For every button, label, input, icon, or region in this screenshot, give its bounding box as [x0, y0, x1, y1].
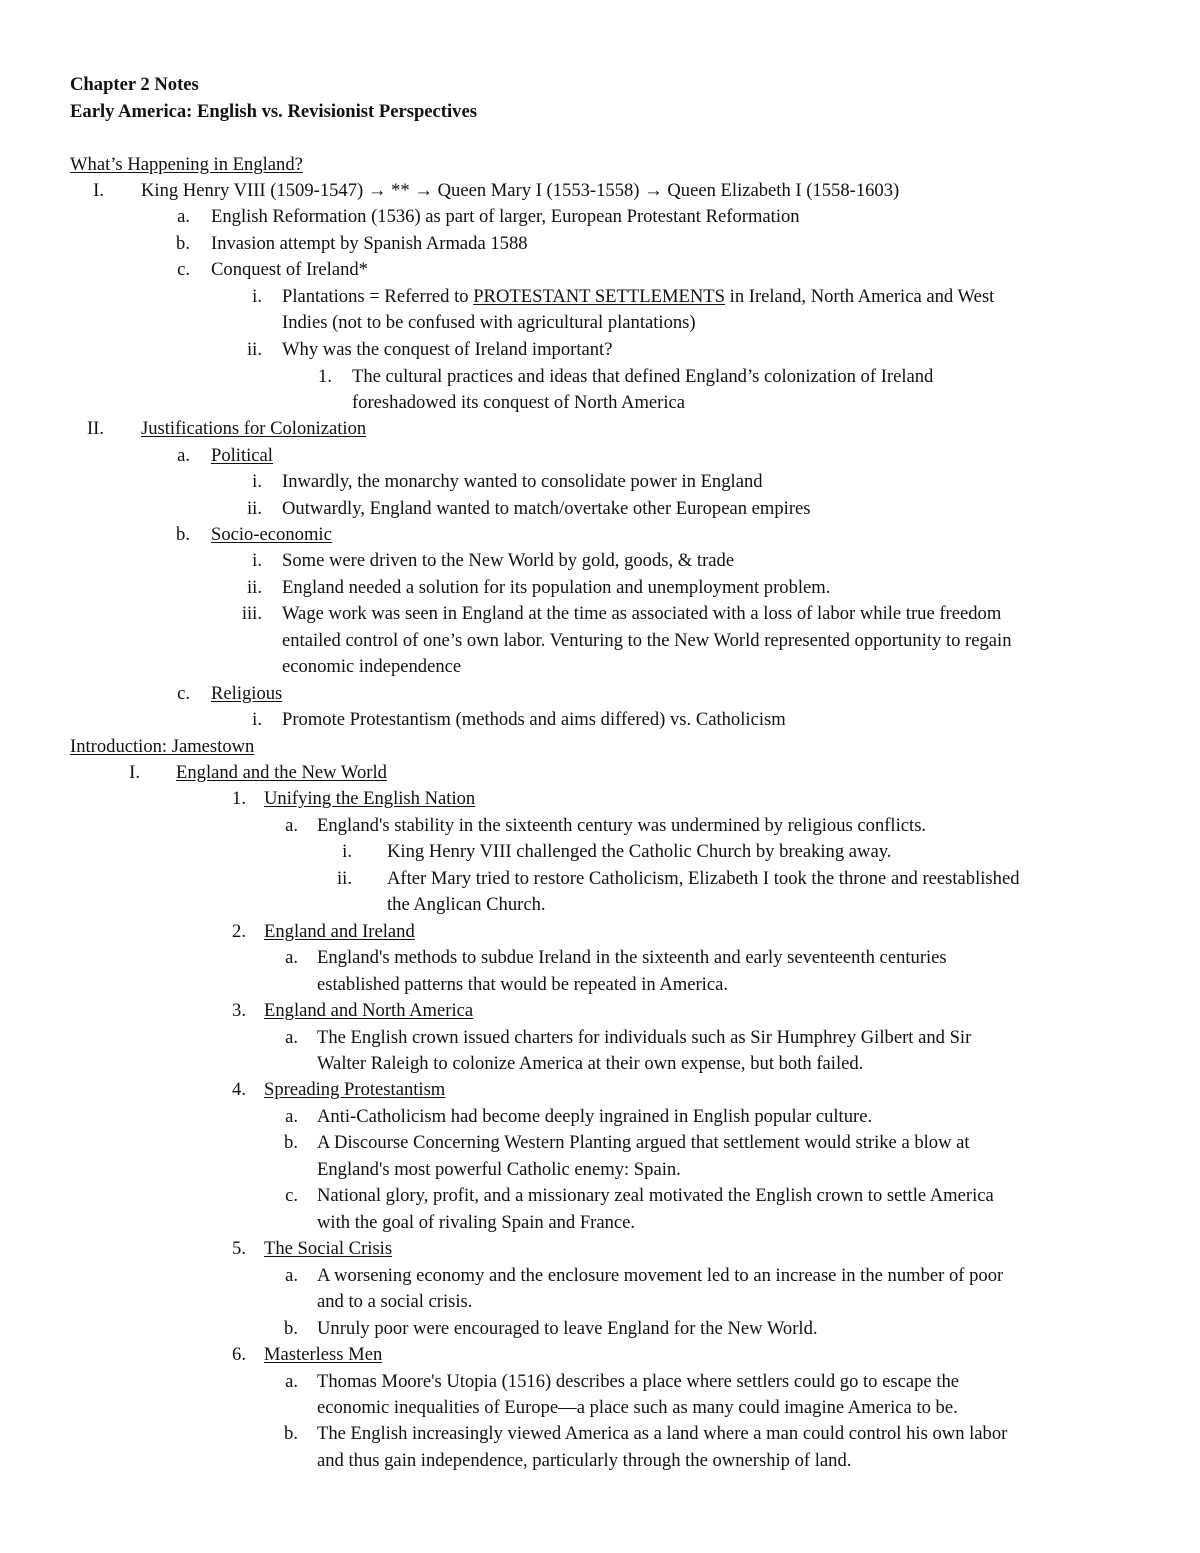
- outline-text: [264, 1236, 392, 1262]
- outline-marker: I.: [93, 180, 104, 201]
- outline-text-part: Religious: [211, 683, 283, 704]
- outline-text: foreshadowed its conquest of North America: [352, 392, 686, 413]
- outline-marker: b.: [284, 1318, 298, 1339]
- outline-text: Walter Raleigh to colonize America at their own expense, but both failed.: [317, 1053, 864, 1074]
- outline-text: the Anglican Church.: [387, 894, 546, 915]
- outline-marker: 5.: [232, 1238, 246, 1259]
- outline-text-part: England and North America: [264, 1000, 474, 1021]
- outline-marker: 6.: [232, 1344, 246, 1365]
- outline-text: National glory, profit, and a missionary zeal motivated the English crown to settle America: [317, 1185, 994, 1206]
- outline-marker: i.: [252, 709, 262, 730]
- outline-text: [211, 522, 332, 548]
- outline-text: Outwardly, England wanted to match/overtake other European empires: [282, 498, 811, 519]
- outline-text: Invasion attempt by Spanish Armada 1588: [211, 233, 528, 254]
- outline-text-part: Justifications for Colonization: [141, 418, 367, 439]
- outline-line: [0, 1051, 1200, 1077]
- outline-line: [0, 1369, 1200, 1395]
- outline-marker: c.: [285, 1185, 298, 1206]
- outline-text: Indies (not to be confused with agricultural plantations): [282, 312, 696, 333]
- outline-line: [0, 1289, 1200, 1315]
- outline-text: [70, 734, 254, 760]
- outline-line: [0, 707, 1200, 733]
- outline-text: The cultural practices and ideas that defined England’s colonization of Ireland: [352, 366, 934, 387]
- outline-line: [0, 257, 1200, 283]
- outline-text-part: Socio-economic: [211, 524, 332, 545]
- outline-line: [0, 1395, 1200, 1421]
- outline-line: [0, 575, 1200, 601]
- outline-line: [0, 760, 1200, 786]
- outline-marker: a.: [285, 1371, 298, 1392]
- outline-text: and to a social crisis.: [317, 1291, 473, 1312]
- outline-line: [0, 1448, 1200, 1474]
- outline-line: [0, 1157, 1200, 1183]
- outline-marker: b.: [284, 1423, 298, 1444]
- outline-text: [264, 919, 415, 945]
- outline-line: [0, 337, 1200, 363]
- outline-line: [0, 1263, 1200, 1289]
- outline-marker: 2.: [232, 921, 246, 942]
- outline-text: economic independence: [282, 656, 462, 677]
- outline-line: [0, 1316, 1200, 1342]
- outline-text: England's most powerful Catholic enemy: Spain.: [317, 1159, 681, 1180]
- outline-line: [0, 496, 1200, 522]
- outline-text: established patterns that would be repeated in America.: [317, 974, 728, 995]
- outline-line: [0, 1210, 1200, 1236]
- outline-text-part: PROTESTANT SETTLEMENTS: [473, 286, 725, 307]
- outline-line: [0, 972, 1200, 998]
- outline-line: [0, 945, 1200, 971]
- outline-line: [0, 1130, 1200, 1156]
- outline-marker: a.: [285, 1106, 298, 1127]
- outline-text: [211, 681, 282, 707]
- outline-text: [176, 760, 387, 786]
- outline-text: England's stability in the sixteenth century was undermined by religious conflicts.: [317, 815, 927, 836]
- outline-text-part: England and Ireland: [264, 921, 415, 942]
- outline-line: [0, 469, 1200, 495]
- outline-text: [264, 1077, 445, 1103]
- outline-text: England's methods to subdue Ireland in the sixteenth and early seventeenth centuries: [317, 947, 947, 968]
- outline-line: [0, 601, 1200, 627]
- outline-text-part: England and the New World: [176, 762, 387, 783]
- outline-marker: a.: [285, 1265, 298, 1286]
- outline-line: [0, 839, 1200, 865]
- outline-text: Anti-Catholicism had become deeply ingrained in English popular culture.: [317, 1106, 873, 1127]
- outline-line: [0, 1025, 1200, 1051]
- document-subtitle: Early America: English vs. Revisionist Perspectives: [70, 101, 477, 122]
- outline-line: [0, 522, 1200, 548]
- outline-marker: c.: [177, 683, 190, 704]
- outline-text: A worsening economy and the enclosure movement led to an increase in the number of poor: [317, 1265, 1004, 1286]
- outline-line: [0, 1183, 1200, 1209]
- outline-text: Inwardly, the monarchy wanted to consolidate power in England: [282, 471, 763, 492]
- outline-text: English Reformation (1536) as part of larger, European Protestant Reformation: [211, 206, 800, 227]
- outline-text: [264, 786, 475, 812]
- outline-text: and thus gain independence, particularly through the ownership of land.: [317, 1450, 852, 1471]
- outline-marker: i.: [252, 471, 262, 492]
- outline-marker: b.: [176, 524, 190, 545]
- outline-marker: a.: [285, 1027, 298, 1048]
- outline-text: The English increasingly viewed America as a land where a man could control his own labor: [317, 1423, 1008, 1444]
- outline-text: Some were driven to the New World by gold, goods, & trade: [282, 550, 735, 571]
- outline-marker: a.: [285, 947, 298, 968]
- outline-line: [0, 786, 1200, 812]
- outline-line: [0, 1236, 1200, 1262]
- outline-text-part: Plantations = Referred to: [282, 286, 474, 307]
- outline-line: [0, 390, 1200, 416]
- outline-marker: i.: [342, 841, 352, 862]
- outline-marker: i.: [252, 550, 262, 571]
- outline-marker: ii.: [247, 577, 262, 598]
- outline-marker: 1.: [318, 366, 332, 387]
- outline-text-part: What’s Happening in England?: [70, 154, 303, 175]
- outline-text-part: Masterless Men: [264, 1344, 383, 1365]
- outline-line: [0, 152, 1200, 178]
- outline-text: Thomas Moore's Utopia (1516) describes a place where settlers could go to escape the: [317, 1371, 960, 1392]
- outline-line: [0, 416, 1200, 442]
- outline-line: [0, 1342, 1200, 1368]
- outline-text: King Henry VIII (1509-1547) → ** → Queen Mary I (1553-1558) → Queen Elizabeth I (1558-1603): [141, 180, 900, 201]
- outline-line: [0, 548, 1200, 574]
- outline-line: [0, 919, 1200, 945]
- outline-line: [0, 998, 1200, 1024]
- outline-line: [0, 734, 1200, 760]
- outline-line: [0, 443, 1200, 469]
- outline-marker: I.: [129, 762, 140, 783]
- outline-text: Wage work was seen in England at the time as associated with a loss of labor while true freedom: [282, 603, 1002, 624]
- outline-text: entailed control of one’s own labor. Venturing to the New World represented opportunity to regain: [282, 630, 1012, 651]
- outline-line: [0, 628, 1200, 654]
- document-title: Chapter 2 Notes: [70, 74, 199, 95]
- outline-text: economic inequalities of Europe—a place such as many could imagine America to be.: [317, 1397, 958, 1418]
- outline-marker: 4.: [232, 1079, 246, 1100]
- outline-marker: II.: [86, 418, 104, 439]
- outline-text: England needed a solution for its population and unemployment problem.: [282, 577, 831, 598]
- outline-text-part: Unifying the English Nation: [264, 788, 476, 809]
- outline-line: [0, 654, 1200, 680]
- outline-marker: ii.: [247, 339, 262, 360]
- outline-line: [0, 231, 1200, 257]
- outline-marker: 3.: [232, 1000, 246, 1021]
- outline-text-part: in Ireland, North America and West: [725, 286, 995, 307]
- outline-line: [0, 310, 1200, 336]
- outline-text: with the goal of rivaling Spain and France.: [317, 1212, 636, 1233]
- outline-text: King Henry VIII challenged the Catholic Church by breaking away.: [387, 841, 892, 862]
- outline-marker: i.: [252, 286, 262, 307]
- outline-text: Why was the conquest of Ireland important?: [282, 339, 613, 360]
- outline-text-part: Introduction: Jamestown: [70, 736, 255, 757]
- outline-text: [264, 1342, 382, 1368]
- outline-marker: ii.: [337, 868, 352, 889]
- outline-marker: b.: [176, 233, 190, 254]
- outline-line: [0, 681, 1200, 707]
- outline-line: [0, 1077, 1200, 1103]
- outline-marker: b.: [284, 1132, 298, 1153]
- outline-marker: a.: [177, 206, 190, 227]
- outline-marker: 1.: [232, 788, 246, 809]
- outline-line: [0, 284, 1200, 310]
- outline-line: [0, 364, 1200, 390]
- outline-text: [70, 152, 303, 178]
- outline-text-part: Political: [211, 445, 273, 466]
- outline-text-part: Spreading Protestantism: [264, 1079, 446, 1100]
- outline-line: [0, 204, 1200, 230]
- outline-line: [0, 1421, 1200, 1447]
- outline-line: [0, 866, 1200, 892]
- outline-marker: ii.: [247, 498, 262, 519]
- outline-marker: a.: [285, 815, 298, 836]
- outline-text: [282, 284, 994, 310]
- outline-text: A Discourse Concerning Western Planting argued that settlement would strike a blow at: [317, 1132, 970, 1153]
- outline-text: Conquest of Ireland*: [211, 259, 368, 280]
- outline-marker: iii.: [241, 603, 262, 624]
- outline-text: [264, 998, 473, 1024]
- outline-marker: a.: [177, 445, 190, 466]
- outline-text: [141, 416, 366, 442]
- outline-text: [211, 443, 273, 469]
- outline-marker: c.: [177, 259, 190, 280]
- outline-text: Unruly poor were encouraged to leave England for the New World.: [317, 1318, 818, 1339]
- outline-text-part: The Social Crisis: [264, 1238, 393, 1259]
- outline-line: [0, 892, 1200, 918]
- outline-line: [0, 813, 1200, 839]
- outline-text: The English crown issued charters for individuals such as Sir Humphrey Gilbert and Sir: [317, 1027, 972, 1048]
- outline-text: Promote Protestantism (methods and aims differed) vs. Catholicism: [282, 709, 786, 730]
- outline-line: [0, 1104, 1200, 1130]
- outline-text: After Mary tried to restore Catholicism, Elizabeth I took the throne and reestablished: [387, 868, 1020, 889]
- outline-line: [0, 178, 1200, 204]
